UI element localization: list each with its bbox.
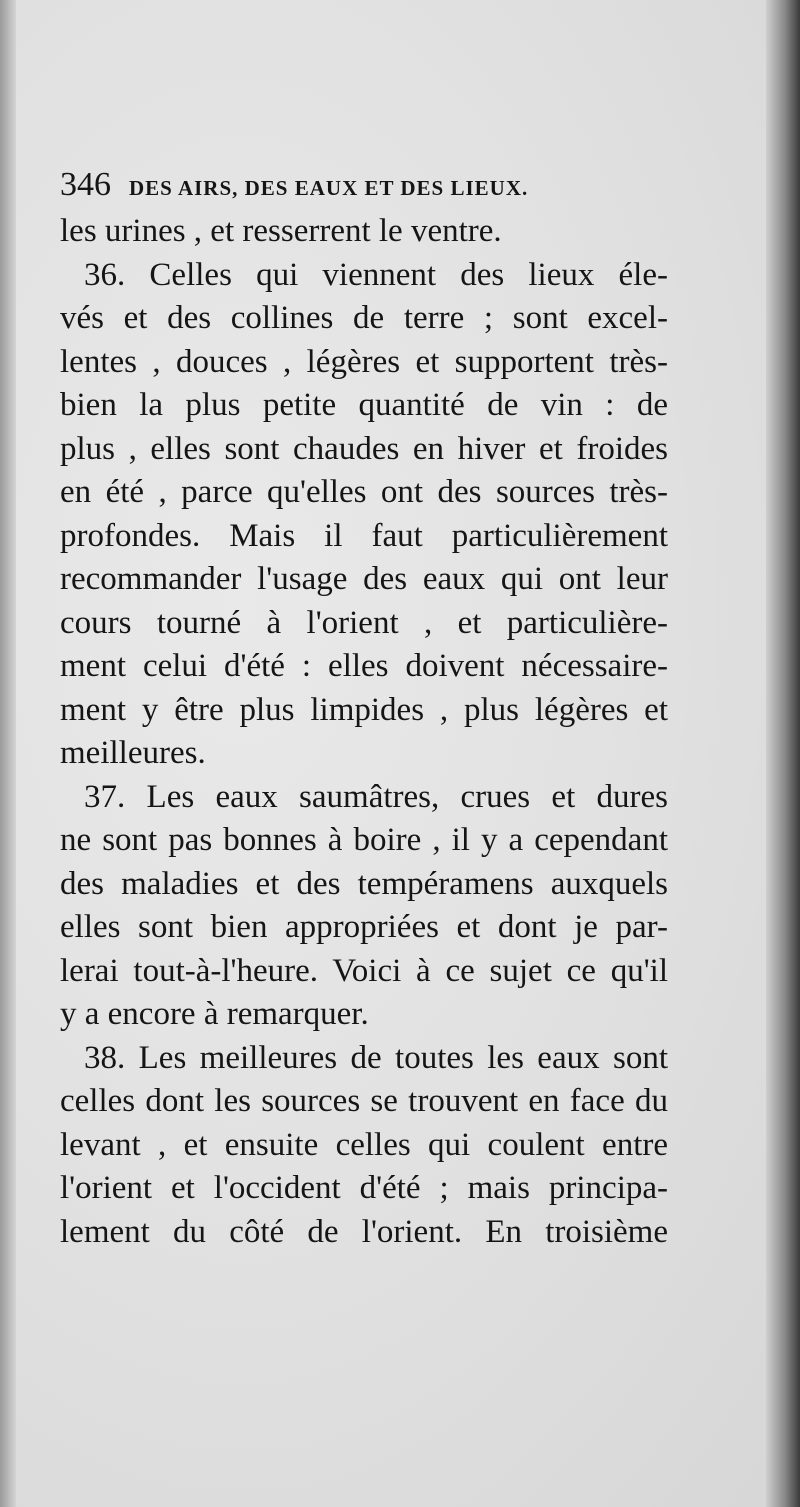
text-line: des maladies et des tempéramens auxquels: [60, 865, 668, 902]
text-line: profondes. Mais il faut particulièrement: [60, 517, 668, 554]
text-line: ne sont pas bonnes à boire , il y a cependant: [60, 822, 668, 858]
text-line: recommander l'usage des eaux qui ont leur: [60, 561, 668, 597]
text-line: vés et des collines de terre ; sont excel-: [60, 300, 668, 336]
text-line: l'orient et l'occident d'été ; mais principa-: [60, 1170, 668, 1206]
page-number: 346: [60, 166, 111, 203]
text-line: lentes , douces , légères et supportent très-: [60, 343, 668, 380]
text-line: 38. Les meilleures de toutes les eaux sont: [84, 1039, 668, 1076]
text-line: levant , et ensuite celles qui coulent entre: [60, 1126, 668, 1163]
paragraph-36: [60, 254, 668, 776]
paragraph-35-end: [60, 210, 668, 254]
text-line: ment celui d'été : elles doivent nécessaire-: [60, 648, 668, 684]
text-line: ment y être plus limpides , plus légères et: [60, 691, 668, 728]
text-line: les urines , et resserrent le ventre.: [60, 213, 502, 249]
text-line: en été , parce qu'elles ont des sources très-: [60, 474, 668, 510]
page-gutter-shadow: [766, 0, 800, 1507]
text-line: bien la plus petite quantité de vin : de: [60, 387, 668, 423]
text-line: lerai tout-à-l'heure. Voici à ce sujet ce qu'il: [60, 952, 668, 989]
text-line: cours tourné à l'orient , et particulière-: [60, 604, 668, 641]
page-left-margin-shadow: [0, 0, 16, 1507]
text-block: [60, 160, 668, 1254]
text-line: elles sont bien appropriées et dont je par-: [60, 909, 668, 945]
text-line: 36. Celles qui viennent des lieux éle-: [84, 256, 668, 293]
text-line: y a encore à remarquer.: [60, 996, 369, 1032]
text-line: meilleures.: [60, 735, 206, 771]
running-head: [60, 160, 668, 210]
text-line: lement du côté de l'orient. En troisième: [60, 1213, 668, 1250]
paragraph-38: [60, 1037, 668, 1255]
text-line: 37. Les eaux saumâtres, crues et dures: [84, 778, 668, 815]
running-title: DES AIRS, DES EAUX ET DES LIEUX.: [129, 176, 529, 200]
paragraph-37: [60, 776, 668, 1037]
text-line: plus , elles sont chaudes en hiver et froides: [60, 430, 668, 467]
text-line: celles dont les sources se trouvent en face du: [60, 1083, 668, 1119]
